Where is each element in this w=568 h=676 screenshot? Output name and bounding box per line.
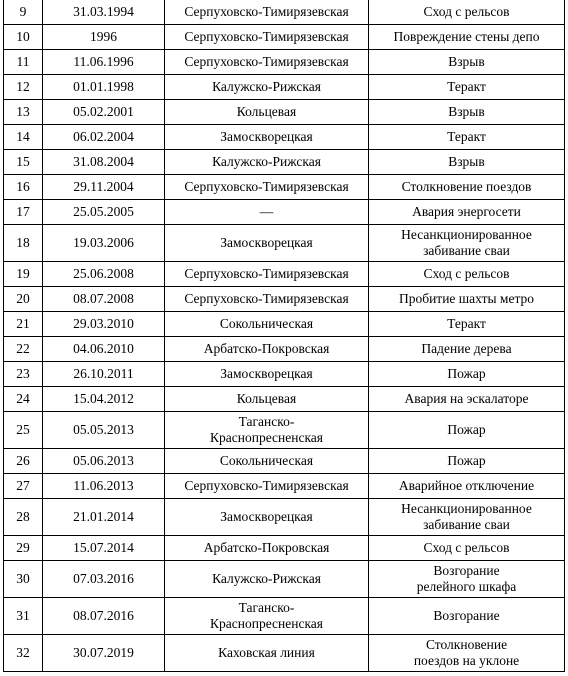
date-cell: 30.07.2019	[43, 635, 165, 672]
table-row	[4, 50, 565, 75]
table-body	[4, 0, 565, 672]
metro-line-cell: Серпуховско-Тимирязевская	[165, 287, 369, 312]
date-cell: 08.07.2016	[43, 598, 165, 635]
date-cell: 29.11.2004	[43, 175, 165, 200]
row-number-cell: 21	[4, 312, 43, 337]
incident-type-cell: Взрыв	[369, 150, 565, 175]
incident-type-cell: Возгорание релейного шкафа	[369, 561, 565, 598]
metro-line-cell: Таганско- Краснопресненская	[165, 412, 369, 449]
incident-type-cell: Сход с рельсов	[369, 262, 565, 287]
date-cell: 06.02.2004	[43, 125, 165, 150]
incident-type-cell: Теракт	[369, 125, 565, 150]
table-row	[4, 362, 565, 387]
incident-type-cell: Взрыв	[369, 50, 565, 75]
table-row	[4, 474, 565, 499]
incident-type-cell: Теракт	[369, 312, 565, 337]
incident-type-cell: Столкновение поездов	[369, 175, 565, 200]
table-row	[4, 449, 565, 474]
row-number-cell: 14	[4, 125, 43, 150]
row-number-cell: 9	[4, 0, 43, 25]
date-cell: 05.02.2001	[43, 100, 165, 125]
row-number-cell: 11	[4, 50, 43, 75]
table-row	[4, 262, 565, 287]
row-number-cell: 13	[4, 100, 43, 125]
date-cell: 31.03.1994	[43, 0, 165, 25]
row-number-cell: 25	[4, 412, 43, 449]
metro-line-cell: Калужско-Рижская	[165, 150, 369, 175]
incident-type-cell: Сход с рельсов	[369, 536, 565, 561]
metro-line-cell: Серпуховско-Тимирязевская	[165, 50, 369, 75]
metro-line-cell: Серпуховско-Тимирязевская	[165, 262, 369, 287]
table-row	[4, 536, 565, 561]
row-number-cell: 22	[4, 337, 43, 362]
row-number-cell: 16	[4, 175, 43, 200]
table-row	[4, 150, 565, 175]
table-row	[4, 225, 565, 262]
row-number-cell: 10	[4, 25, 43, 50]
incident-type-cell: Аварийное отключение	[369, 474, 565, 499]
incident-type-cell: Пожар	[369, 449, 565, 474]
metro-line-cell: —	[165, 200, 369, 225]
incident-type-cell: Несанкционированное забивание сваи	[369, 225, 565, 262]
metro-line-cell: Замоскворецкая	[165, 125, 369, 150]
table-row	[4, 25, 565, 50]
incident-type-cell: Авария энергосети	[369, 200, 565, 225]
incidents-table	[3, 0, 565, 672]
table-row	[4, 337, 565, 362]
table-row	[4, 125, 565, 150]
row-number-cell: 29	[4, 536, 43, 561]
row-number-cell: 30	[4, 561, 43, 598]
table-row	[4, 635, 565, 672]
incident-type-cell: Сход с рельсов	[369, 0, 565, 25]
date-cell: 11.06.1996	[43, 50, 165, 75]
date-cell: 25.06.2008	[43, 262, 165, 287]
incident-type-cell: Падение дерева	[369, 337, 565, 362]
row-number-cell: 26	[4, 449, 43, 474]
table-row	[4, 561, 565, 598]
incident-type-cell: Повреждение стены депо	[369, 25, 565, 50]
row-number-cell: 32	[4, 635, 43, 672]
row-number-cell: 12	[4, 75, 43, 100]
date-cell: 05.05.2013	[43, 412, 165, 449]
table-row	[4, 412, 565, 449]
table-row	[4, 100, 565, 125]
date-cell: 01.01.1998	[43, 75, 165, 100]
metro-line-cell: Сокольническая	[165, 312, 369, 337]
row-number-cell: 19	[4, 262, 43, 287]
row-number-cell: 24	[4, 387, 43, 412]
date-cell: 25.05.2005	[43, 200, 165, 225]
table-row	[4, 312, 565, 337]
date-cell: 04.06.2010	[43, 337, 165, 362]
metro-line-cell: Серпуховско-Тимирязевская	[165, 175, 369, 200]
metro-line-cell: Таганско- Краснопресненская	[165, 598, 369, 635]
table-row	[4, 0, 565, 25]
metro-line-cell: Каховская линия	[165, 635, 369, 672]
date-cell: 26.10.2011	[43, 362, 165, 387]
incident-type-cell: Пожар	[369, 362, 565, 387]
incident-type-cell: Возгорание	[369, 598, 565, 635]
metro-line-cell: Калужско-Рижская	[165, 561, 369, 598]
metro-line-cell: Серпуховско-Тимирязевская	[165, 0, 369, 25]
incident-type-cell: Столкновение поездов на уклоне	[369, 635, 565, 672]
row-number-cell: 27	[4, 474, 43, 499]
date-cell: 15.04.2012	[43, 387, 165, 412]
table-row	[4, 598, 565, 635]
metro-line-cell: Кольцевая	[165, 100, 369, 125]
table-row	[4, 499, 565, 536]
metro-line-cell: Сокольническая	[165, 449, 369, 474]
incident-type-cell: Несанкционированное забивание сваи	[369, 499, 565, 536]
incident-type-cell: Пожар	[369, 412, 565, 449]
table-row	[4, 175, 565, 200]
date-cell: 07.03.2016	[43, 561, 165, 598]
metro-line-cell: Кольцевая	[165, 387, 369, 412]
date-cell: 05.06.2013	[43, 449, 165, 474]
row-number-cell: 15	[4, 150, 43, 175]
date-cell: 08.07.2008	[43, 287, 165, 312]
row-number-cell: 23	[4, 362, 43, 387]
date-cell: 1996	[43, 25, 165, 50]
table-row	[4, 75, 565, 100]
table-row	[4, 387, 565, 412]
incident-type-cell: Авария на эскалаторе	[369, 387, 565, 412]
table-row	[4, 287, 565, 312]
metro-line-cell: Замоскворецкая	[165, 225, 369, 262]
date-cell: 19.03.2006	[43, 225, 165, 262]
incident-type-cell: Взрыв	[369, 100, 565, 125]
date-cell: 31.08.2004	[43, 150, 165, 175]
table-row	[4, 200, 565, 225]
incident-type-cell: Теракт	[369, 75, 565, 100]
row-number-cell: 18	[4, 225, 43, 262]
row-number-cell: 17	[4, 200, 43, 225]
metro-line-cell: Серпуховско-Тимирязевская	[165, 25, 369, 50]
incident-type-cell: Пробитие шахты метро	[369, 287, 565, 312]
date-cell: 15.07.2014	[43, 536, 165, 561]
metro-line-cell: Замоскворецкая	[165, 362, 369, 387]
row-number-cell: 31	[4, 598, 43, 635]
metro-line-cell: Арбатско-Покровская	[165, 337, 369, 362]
date-cell: 29.03.2010	[43, 312, 165, 337]
row-number-cell: 20	[4, 287, 43, 312]
date-cell: 21.01.2014	[43, 499, 165, 536]
metro-line-cell: Арбатско-Покровская	[165, 536, 369, 561]
date-cell: 11.06.2013	[43, 474, 165, 499]
metro-line-cell: Серпуховско-Тимирязевская	[165, 474, 369, 499]
metro-line-cell: Замоскворецкая	[165, 499, 369, 536]
metro-line-cell: Калужско-Рижская	[165, 75, 369, 100]
row-number-cell: 28	[4, 499, 43, 536]
